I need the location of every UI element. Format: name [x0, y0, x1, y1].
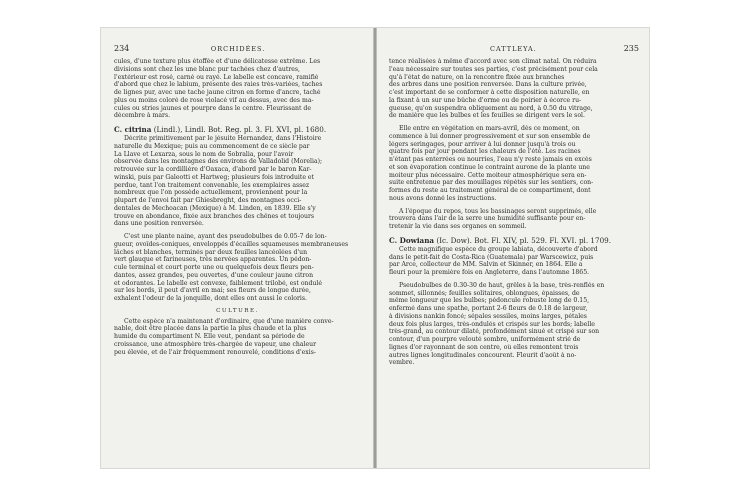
text-line: dans une position renversée.	[114, 220, 204, 228]
text-line: enfermé dans une spathe, portant 2-6 fleurs de 0.18 de largeur,	[389, 305, 588, 312]
page-number: 235	[623, 44, 639, 53]
left-page	[101, 28, 373, 468]
text-line: croissance, une atmosphère très-chargée de vapeur, une chaleur	[114, 340, 317, 348]
paragraph	[114, 318, 361, 357]
text-line: gueur, ovoïdes-coniques, enveloppés d'écailles squameuses membraneuses	[114, 240, 349, 248]
text-line: n'étant pas enterrées ou nourries, l'eau n'y reste jamais en excès	[389, 156, 592, 163]
text-line: lignes d'or rayonnant de son centre, où elles remontent trois	[389, 343, 579, 351]
text-line: plus ou moins coloré de rose violacé vif au dessus, avec des ma-	[114, 96, 314, 104]
left-page-text	[114, 58, 361, 356]
right-page	[377, 28, 649, 468]
text-line: légers seringages, pour arriver à lui donner jusqu'à trois ou	[389, 140, 576, 148]
species-heading	[389, 236, 639, 245]
text-line: nous avons donné les instructions.	[389, 194, 497, 202]
text-line: vembre.	[389, 359, 415, 367]
text-line: autres lignes longitudinales concourent. Fleurit d'août à no-	[389, 351, 577, 359]
text-line: de manière que les bulbes et les feuilles se dirigent vers le sol.	[389, 112, 585, 120]
paragraph	[389, 246, 639, 277]
text-line: peu élevée, et de l'air fréquemment renouvelé, conditions d'exis-	[114, 348, 316, 356]
text-line: observée dans les montagnes des environs de Valladolid (Morelia);	[114, 158, 323, 166]
text-line: C'est une plante naine, ayant des pseudobulbes de 0.05-7 de lon-	[124, 233, 327, 240]
paragraph	[114, 233, 361, 303]
text-line: lâches et blanches, terminés par deux feuilles lancéolées d'un	[114, 248, 308, 256]
left-page-header	[114, 44, 361, 56]
paragraph	[389, 125, 639, 203]
text-line: quatre fois par jour pendant les chaleurs de l'été. Les racines	[389, 148, 581, 156]
text-line: perdue, tant l'on traitement convenable, les exemplaires assez	[114, 181, 310, 189]
text-line: tretenir la vie dans ses organes en sommeil.	[389, 223, 527, 230]
text-line: sommet, sillonnés; feuilles solitaires, oblongues, épaisses, de	[389, 289, 580, 297]
text-line: l'extérieur est rosé, carné ou rayé. Le labelle est concave, ramifié	[114, 73, 319, 81]
text-line: de lignes pur, avec une tache jaune citron en forme d'ancre, taché	[114, 89, 321, 96]
text-line: moiteur plus nécessaire. Cette moiteur atmosphérique sera en-	[389, 171, 587, 179]
text-line: très-grand, au contour dilaté, profondément sinué et crispé sur son	[389, 328, 600, 336]
text-line: cules, d'une texture plus étoffée et d'une délicatesse extrême. Les	[114, 58, 321, 65]
species-name: C. Dowiana	[389, 235, 435, 245]
section-label: CULTURE.	[216, 307, 259, 314]
text-line: cule terminal et court porte une ou quelquefois deux fleurs pen-	[114, 264, 314, 271]
text-line: suite entretenue par des mouillages répétés sur les sentiers, con-	[389, 179, 594, 187]
text-line: qu'à l'état de nature, on la rencontre fixée aux branches	[389, 73, 565, 81]
text-line: à divisions nankin foncé; sépales sessiles, moins larges, pétales	[389, 312, 587, 320]
text-line: Cette magnifique espèce du groupe labiata, découverte d'abord	[399, 245, 598, 253]
text-line: dans le petit-fait de Costa-Rica (Guatemala) par Warscewicz, puis	[389, 253, 594, 261]
right-page-header	[389, 44, 639, 56]
text-line: décembre à mars.	[114, 112, 171, 120]
text-line: Cette espèce n'a maintenant d'ordinaire, que d'une manière conve-	[124, 317, 334, 325]
text-line: exhalent l'odeur de la jonquille, dont elles ont aussi le coloris.	[114, 295, 307, 302]
paragraph	[114, 58, 361, 120]
text-line: fleuri pour la première fois en Angleterre, dans l'automne 1865.	[389, 269, 590, 276]
running-title: CATTLEYA.	[490, 45, 537, 53]
text-line: tence réalisées à même d'accord avec son climat natal. On réduira	[389, 58, 597, 65]
text-line: dantes, assez grandes, peu ouvertes, d'une couleur jaune citron	[114, 271, 314, 279]
text-line: humide du compartiment N. Elle veut, pendant sa période de	[114, 333, 305, 340]
text-line: et son évaporation continue le contraint aurone de la plante une	[389, 163, 590, 171]
species-reference: (Ic. Dow). Bot. Fl. XIV, pl. 529. Fl. XVI. pl. 1709.	[436, 235, 611, 245]
text-line: plupart de l'envoi fait par Ghiesbreght, des montagnes occi-	[114, 197, 302, 204]
text-line: la fixant à un sur une bûche d'orme ou de poirier à écorce ru-	[389, 96, 582, 104]
species-name: C. citrina	[114, 125, 152, 134]
right-page-text	[389, 58, 639, 367]
text-line: naturelle du Mexique; puis au commencement de ce siècle par	[114, 142, 310, 150]
text-line: nable, doit être placée dans la partie la plus chaude et la plus	[114, 325, 307, 333]
text-line: retrouvée sur la cordillière d'Oaxaca, d'abord par le baron Kar-	[114, 166, 312, 173]
text-line: winski, puis par Galeotti et Hartweg; plusieurs fois introduite et	[114, 173, 315, 181]
text-line: l'eau nécessaire sur toutes ses parties, c'est précisément pour cela	[389, 65, 598, 73]
paragraph	[114, 135, 361, 228]
text-line: des arbres dans une position renversée. Dans la culture privée,	[389, 81, 587, 89]
paragraph	[389, 282, 639, 367]
species-reference: (Lindl.), Lindl. Bot. Reg. pl. 3. Fl. XVI, pl. 1680.	[153, 125, 327, 134]
text-line: divisions sont chez les une blanc pur tachées chez d'autres,	[114, 65, 300, 73]
text-line: par Arce, collecteur de MM. Salvin et Skinner, en 1864. Elle a	[389, 261, 583, 269]
text-line: vert glauque et farineuses, très nervées apparentes. Un pédon-	[114, 256, 312, 264]
paragraph	[389, 58, 639, 120]
text-line: formes du reste au traitement général de ce compartiment, dont	[389, 187, 591, 194]
text-line: nombreux que l'on possède actuellement, proviennent pour la	[114, 189, 308, 197]
text-line: Elle entre en végétation en mars-avril, dès ce moment, on	[399, 125, 580, 132]
species-heading	[114, 125, 361, 134]
text-line: Pseudobulbes de 0.30-30 de haut, grêles à la base, très-renflés en	[399, 281, 605, 289]
book-spread	[101, 28, 649, 468]
running-title: ORCHIDÉES.	[210, 45, 266, 53]
text-line: Décrite primitivement par le jésuite Hernandez, dans l'Histoire	[124, 135, 322, 142]
text-line: même longueur que les bulbes; pédoncule robuste long de 0.15,	[389, 297, 590, 305]
text-line: contour, d'un pourpre velouté sombre, uniformément strié de	[389, 336, 581, 343]
text-line: La Llave et Lexarza, sous le nom de Sobralia, pour l'avoir	[114, 150, 294, 158]
text-line: d'abord que chez le labium, présente des raies très-variées, taches	[114, 81, 323, 89]
text-line: c'est important de se conformer à cette disposition naturelle, en	[389, 89, 590, 96]
text-line: et odorantes. Le labelle est convexe, faiblement trilobé, est ondulé	[114, 279, 322, 287]
paragraph	[389, 208, 639, 231]
text-line: deux fois plus larges, très-ondulés et crispés sur les bords; labelle	[389, 320, 595, 328]
text-line: cules ou stries jaunes et pourpre dans le centre. Fleurissant de	[114, 104, 311, 112]
page-number: 234	[114, 44, 130, 53]
text-line: trouvera dans l'air de la serre une humidité suffisante pour en-	[389, 215, 586, 223]
text-line: trouve en abondance, fixée aux branches des chênes et toujours	[114, 212, 315, 220]
text-line: gueuse, qu'on suspendra obliquement au nord, à 0.50 du vitrage,	[389, 104, 593, 112]
text-line: A l'époque du repos, tous les bassinages seront supprimés, elle	[399, 207, 597, 215]
text-line: commence à lui donner progressivement et sur son ensemble de	[389, 132, 591, 140]
text-line: dentales de Mechoacan (Mexique) à M. Linden, en 1839. Elle s'y	[114, 204, 316, 212]
text-line: sur les bords, il peut d'avril en mai; ses fleurs de longue durée,	[114, 287, 311, 295]
